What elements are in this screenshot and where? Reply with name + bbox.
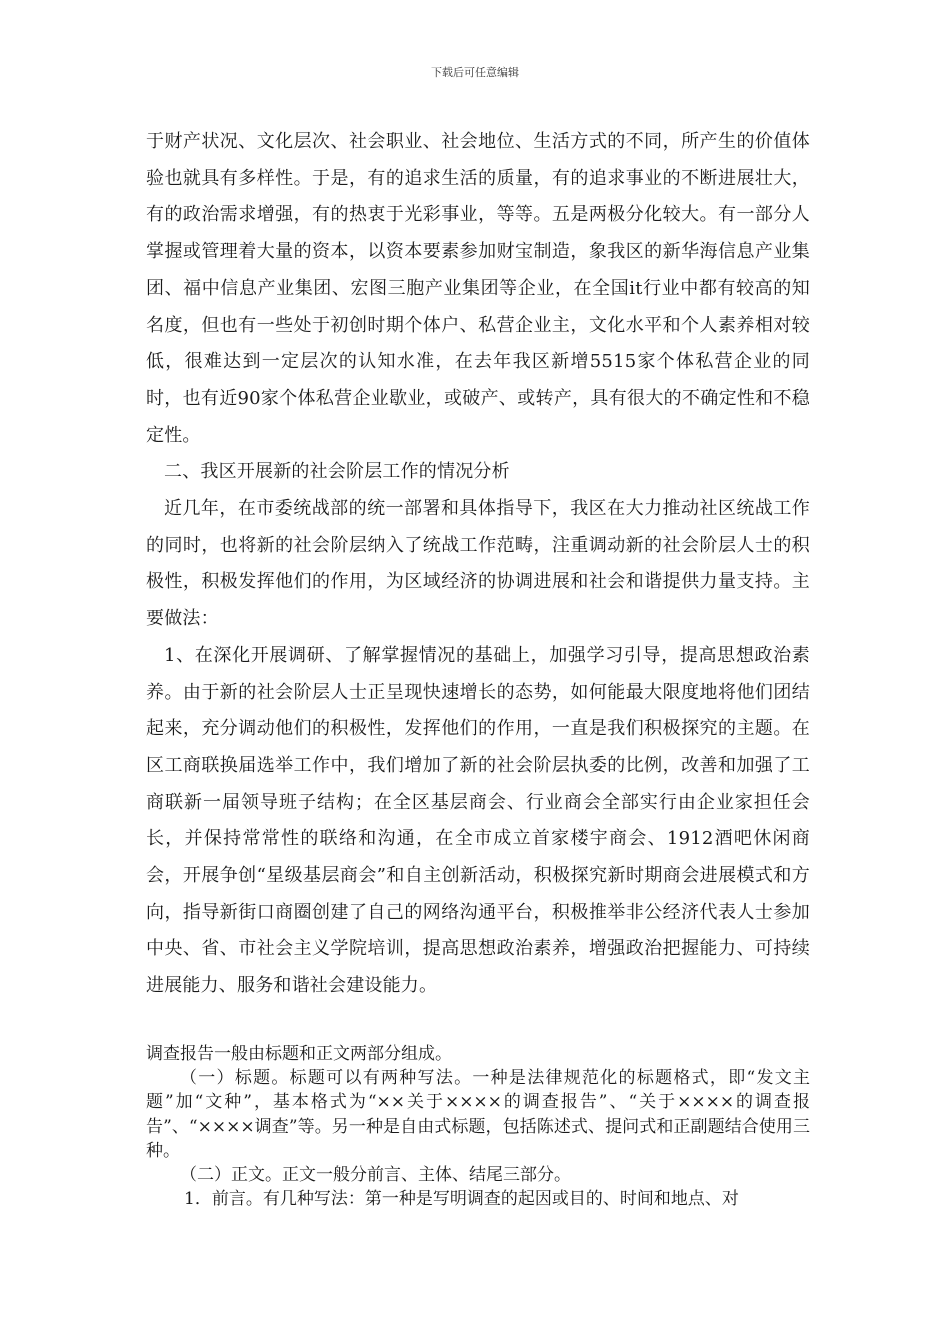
report-format-note: [146, 1042, 810, 1211]
note-title-paragraph: （一）标题。标题可以有两种写法。一种是法律规范化的标题格式，即“发文主题”加“文种”，基本格式为“××关于××××的调查报告”、“关于××××的调查报告”、“××××调查”等。另一种是自由式标题，包括陈述式、提问式和正副题结合使用三种。: [146, 1068, 810, 1161]
note-intro-line: 调查报告一般由标题和正文两部分组成。: [146, 1044, 452, 1064]
body-paragraph-intro: 近几年，在市委统战部的统一部署和具体指导下，我区在大力推动社区统战工作的同时，也将新的社会阶层纳入了统战工作范畴，注重调动新的社会阶层人士的积极性，积极发挥他们的作用，为区域经济的协调进展和社会和谐提供力量支持。主要做法：: [146, 498, 810, 630]
page-header: 下载后可任意编辑: [431, 66, 519, 79]
section-heading: 二、我区开展新的社会阶层工作的情况分析: [164, 461, 510, 483]
body-paragraph-continuation: 于财产状况、文化层次、社会职业、社会地位、生活方式的不同，所产生的价值体验也就具有多样性。于是，有的追求生活的质量，有的追求事业的不断进展壮大，有的政治需求增强，有的热衷于光彩事业，等等。五是两极分化较大。有一部分人掌握或管理着大量的资本，以资本要素参加财宝制造，象我区的新华海信息产业集团、福中信息产业集团、宏图三胞产业集团等企业，在全国it行业中都有较高的知名度，但也有一些处于初创时期个体户、私营企业主，文化水平和个人素养相对较低，很难达到一定层次的认知水准，在去年我区新增5515家个体私营企业的同时，也有近90家个体私营企业歇业，或破产、或转产，具有很大的不确定性和不稳定性。: [146, 131, 810, 446]
body-paragraph-item-1: 1、在深化开展调研、了解掌握情况的基础上，加强学习引导，提高思想政治素养。由于新的社会阶层人士正呈现快速增长的态势，如何能最大限度地将他们团结起来，充分调动他们的积极性，发挥他们的作用，一直是我们积极探究的主题。在区工商联换届选举工作中，我们增加了新的社会阶层执委的比例，改善和加强了工商联新一届领导班子结构；在全区基层商会、行业商会全部实行由企业家担任会长，并保持常常性的联络和沟通，在全市成立首家楼宇商会、1912酒吧休闲商会，开展争创“星级基层商会”和自主创新活动，积极探究新时期商会进展模式和方向，指导新街口商圈创建了自己的网络沟通平台，积极推举非公经济代表人士参加中央、省、市社会主义学院培训，提高思想政治素养，增强政治把握能力、可持续进展能力、服务和谐社会建设能力。: [146, 644, 810, 997]
note-body-paragraph: （二）正文。正文一般分前言、主体、结尾三部分。: [180, 1165, 571, 1186]
note-preface-paragraph: 1．前言。有几种写法：第一种是写明调查的起因或目的、时间和地点、对: [184, 1189, 739, 1210]
document-body: [146, 124, 810, 1005]
